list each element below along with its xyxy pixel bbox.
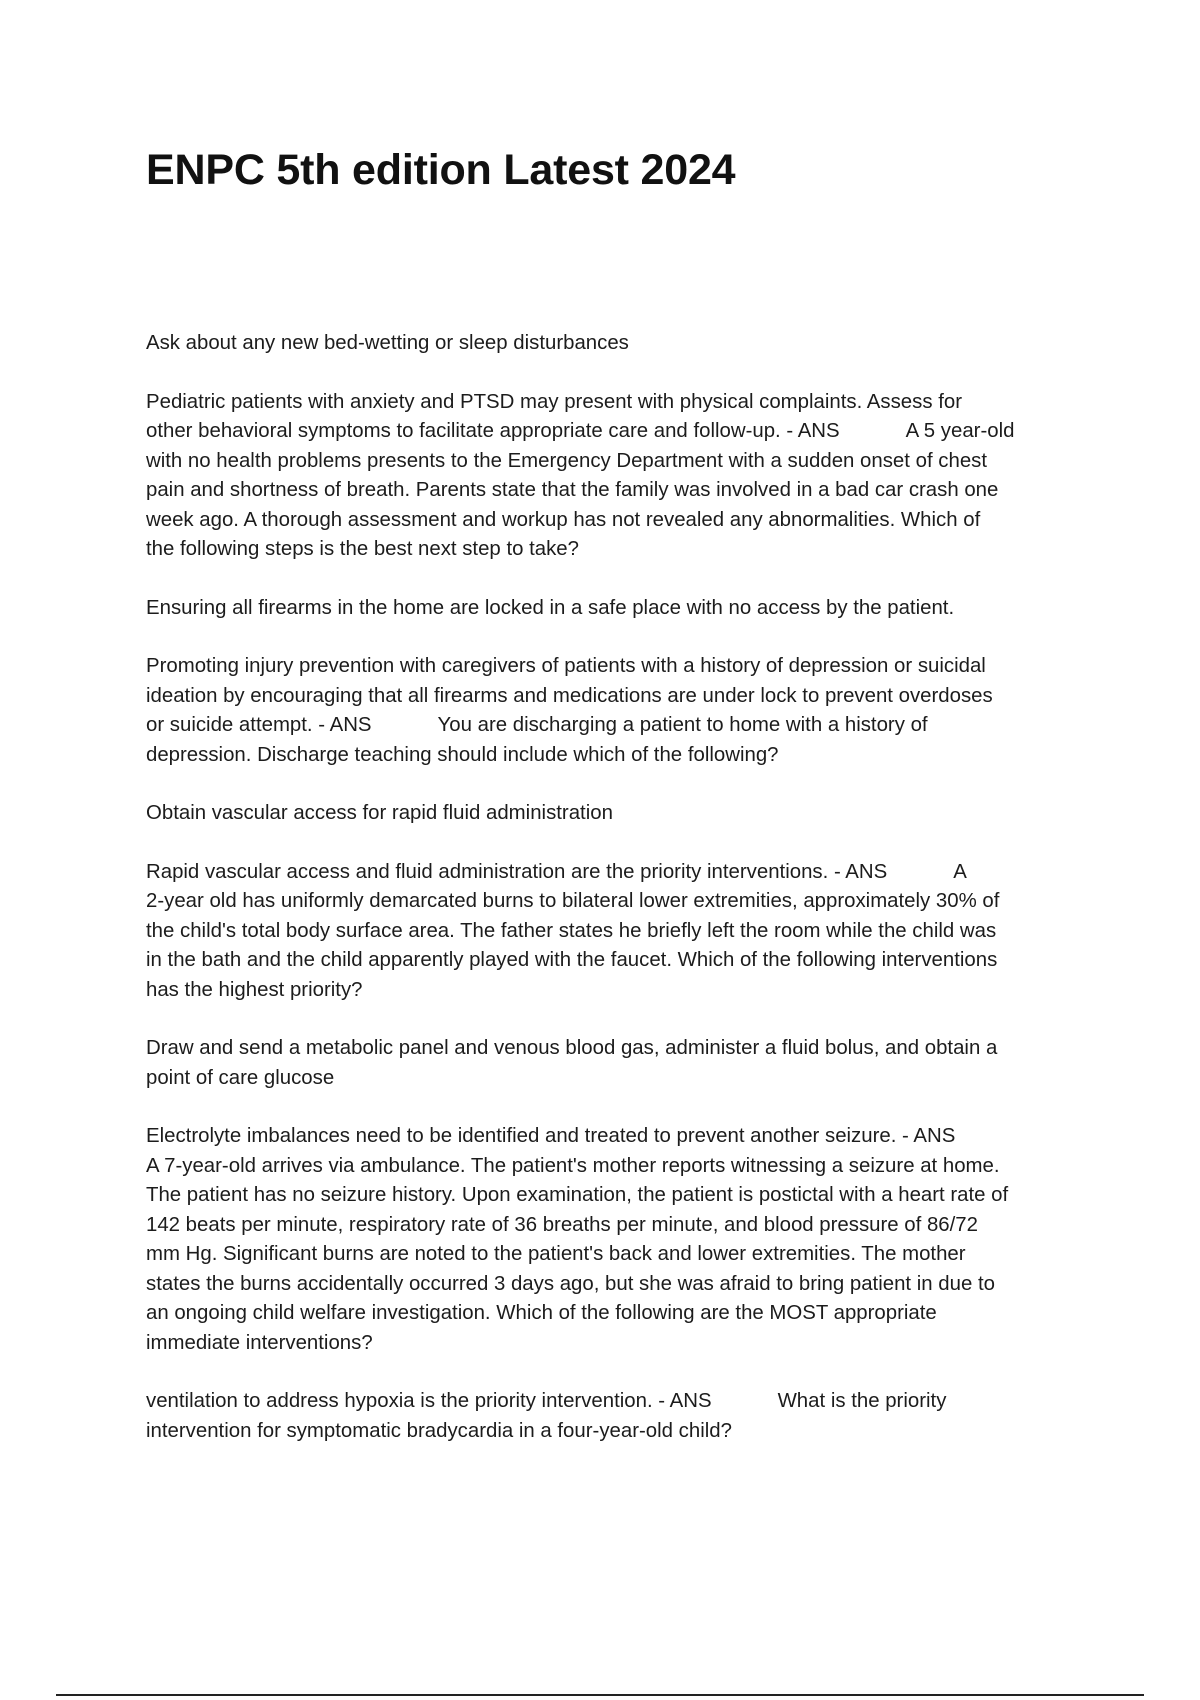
text-line [146,858,1101,888]
text-line [146,1387,1101,1417]
text-segment: What is the priority [777,1390,947,1412]
answer-paragraph [146,329,1101,359]
text-line: Promoting injury prevention with caregivers of patients with a history of depression or suicidal [146,655,986,677]
document-body [146,329,1101,1475]
question-paragraph [146,1122,1101,1358]
text-line: immediate interventions? [146,1331,373,1354]
text-line: Ask about any new bed-wetting or sleep disturbances [146,332,629,354]
question-paragraph [146,652,1101,770]
text-line: with no health problems presents to the Emergency Department with a sudden onset of chest [146,449,988,472]
text-line: week ago. A thorough assessment and workup has not revealed any abnormalities. Which of [146,508,981,531]
text-line: A 7-year-old arrives via ambulance. The patient's mother reports witnessing a seizure at home. [146,1154,1000,1177]
text-line: has the highest priority? [146,978,363,1001]
text-line: 2-year old has uniformly demarcated burns to bilateral lower extremities, approximately 30% of [146,890,1000,912]
answer-paragraph [146,594,1101,624]
text-line: depression. Discharge teaching should include which of the following? [146,743,779,766]
text-line: Ensuring all firearms in the home are locked in a safe place with no access by the patient. [146,596,955,619]
document-title: ENPC 5th edition Latest 2024 [146,146,736,194]
text-segment: Rapid vascular access and fluid administration are the priority interventions. - ANS [146,860,888,883]
text-line: an ongoing child welfare investigation. Which of the following are the MOST appropriate [146,1302,937,1324]
text-line: intervention for symptomatic bradycardia in a four-year-old child? [146,1419,732,1442]
text-line: pain and shortness of breath. Parents state that the family was involved in a bad car crash one [146,479,999,501]
text-line: in the bath and the child apparently played with the faucet. Which of the following interventions [146,949,998,971]
text-line: Obtain vascular access for rapid fluid administration [146,802,613,824]
text-segment: other behavioral symptoms to facilitate appropriate care and follow-up. - ANS [146,420,840,442]
text-line: ideation by encouraging that all firearms and medications are under lock to prevent overdoses [146,684,993,707]
text-line: point of care glucose [146,1066,335,1089]
text-line [146,711,1101,741]
text-segment: or suicide attempt. - ANS [146,714,372,736]
text-line: The patient has no seizure history. Upon examination, the patient is postictal with a heart rate of [146,1184,1009,1206]
page-divider [56,1694,1144,1696]
question-paragraph [146,388,1101,565]
answer-paragraph [146,1034,1101,1093]
text-line: the following steps is the best next step to take? [146,538,579,560]
text-segment: You are discharging a patient to home with a history of [437,714,928,736]
text-segment: ventilation to address hypoxia is the priority intervention. - ANS [146,1390,712,1412]
text-line: 142 beats per minute, respiratory rate of 36 breaths per minute, and blood pressure of 86/72 [146,1213,978,1236]
text-line: Draw and send a metabolic panel and venous blood gas, administer a fluid bolus, and obtain a [146,1037,998,1059]
text-line [146,417,1101,447]
question-paragraph [146,858,1101,1006]
text-line: states the burns accidentally occurred 3 days ago, but she was afraid to bring patient in due to [146,1272,995,1295]
text-line: the child's total body surface area. The father states he briefly left the room while the child was [146,919,997,942]
text-line: Pediatric patients with anxiety and PTSD may present with physical complaints. Assess for [146,390,962,413]
text-line: mm Hg. Significant burns are noted to the patient's back and lower extremities. The mother [146,1243,966,1265]
text-segment: A 5 year-old [905,420,1015,442]
text-segment: A [953,860,967,883]
answer-paragraph [146,799,1101,829]
text-line: Electrolyte imbalances need to be identified and treated to prevent another seizure. - ANS [146,1125,956,1147]
question-paragraph [146,1387,1101,1446]
